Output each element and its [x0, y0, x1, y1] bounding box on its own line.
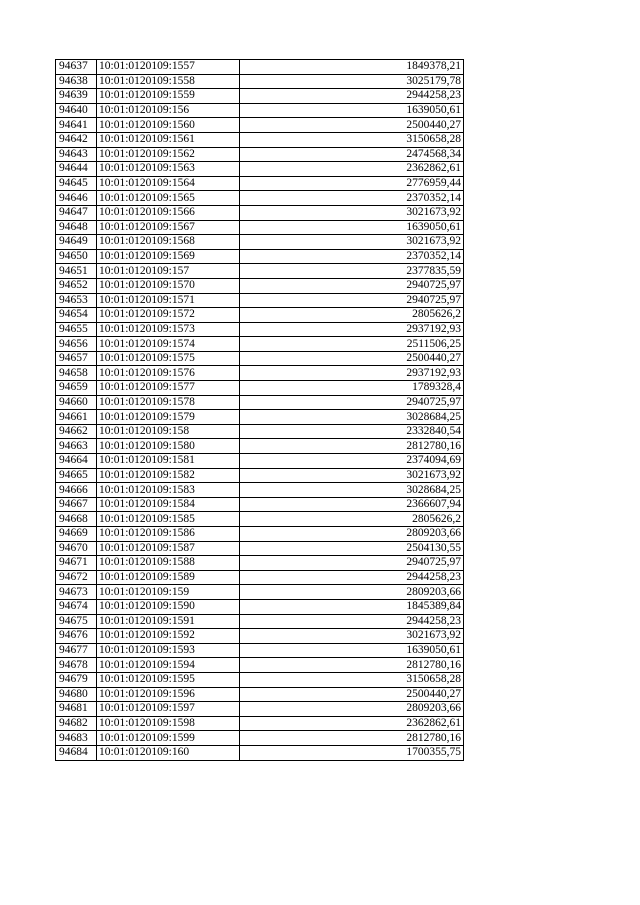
- table-row: [56, 614, 464, 629]
- amount-cell: 2805626,2: [240, 308, 464, 323]
- table-row: [56, 454, 464, 469]
- cadastral-code-cell: 10:01:0120109:1587: [97, 541, 240, 556]
- row-id-cell: 94680: [56, 687, 97, 702]
- amount-cell: 2944258,23: [240, 614, 464, 629]
- amount-cell: 2940725,97: [240, 293, 464, 308]
- table-row: [56, 191, 464, 206]
- cadastral-code-cell: 10:01:0120109:1581: [97, 454, 240, 469]
- amount-cell: 2374094,69: [240, 454, 464, 469]
- row-id-cell: 94673: [56, 585, 97, 600]
- cadastral-code-cell: 10:01:0120109:157: [97, 264, 240, 279]
- row-id-cell: 94676: [56, 629, 97, 644]
- cadastral-code-cell: 10:01:0120109:1559: [97, 89, 240, 104]
- cadastral-code-cell: 10:01:0120109:1580: [97, 439, 240, 454]
- table-row: [56, 74, 464, 89]
- cadastral-code-cell: 10:01:0120109:1571: [97, 293, 240, 308]
- cadastral-code-cell: 10:01:0120109:160: [97, 745, 240, 760]
- cadastral-code-cell: 10:01:0120109:1561: [97, 132, 240, 147]
- table-row: [56, 337, 464, 352]
- amount-cell: 2511506,25: [240, 337, 464, 352]
- amount-cell: 2366607,94: [240, 497, 464, 512]
- row-id-cell: 94667: [56, 497, 97, 512]
- row-id-cell: 94644: [56, 162, 97, 177]
- row-id-cell: 94648: [56, 220, 97, 235]
- table-row: [56, 731, 464, 746]
- row-id-cell: 94682: [56, 716, 97, 731]
- row-id-cell: 94649: [56, 235, 97, 250]
- row-id-cell: 94655: [56, 322, 97, 337]
- row-id-cell: 94677: [56, 643, 97, 658]
- table-row: [56, 745, 464, 760]
- row-id-cell: 94637: [56, 60, 97, 75]
- amount-cell: 2940725,97: [240, 556, 464, 571]
- amount-cell: 2809203,66: [240, 585, 464, 600]
- table-row: [56, 527, 464, 542]
- table-row: [56, 439, 464, 454]
- row-id-cell: 94645: [56, 176, 97, 191]
- row-id-cell: 94674: [56, 599, 97, 614]
- table-row: [56, 278, 464, 293]
- cadastral-code-cell: 10:01:0120109:1590: [97, 599, 240, 614]
- cadastral-code-cell: 10:01:0120109:1594: [97, 658, 240, 673]
- amount-cell: 2944258,23: [240, 89, 464, 104]
- cadastral-code-cell: 10:01:0120109:1585: [97, 512, 240, 527]
- table-row: [56, 176, 464, 191]
- cadastral-code-cell: 10:01:0120109:1562: [97, 147, 240, 162]
- table-row: [56, 264, 464, 279]
- cadastral-code-cell: 10:01:0120109:1564: [97, 176, 240, 191]
- table-body: [56, 60, 464, 761]
- table-row: [56, 322, 464, 337]
- amount-cell: 2776959,44: [240, 176, 464, 191]
- amount-cell: 2377835,59: [240, 264, 464, 279]
- row-id-cell: 94661: [56, 410, 97, 425]
- amount-cell: 2362862,61: [240, 716, 464, 731]
- cadastral-code-cell: 10:01:0120109:1584: [97, 497, 240, 512]
- table-row: [56, 570, 464, 585]
- row-id-cell: 94663: [56, 439, 97, 454]
- row-id-cell: 94653: [56, 293, 97, 308]
- amount-cell: 3028684,25: [240, 410, 464, 425]
- cadastral-code-cell: 10:01:0120109:1560: [97, 118, 240, 133]
- amount-cell: 2940725,97: [240, 395, 464, 410]
- amount-cell: 3021673,92: [240, 205, 464, 220]
- table-row: [56, 483, 464, 498]
- table-row: [56, 512, 464, 527]
- row-id-cell: 94665: [56, 468, 97, 483]
- table-row: [56, 89, 464, 104]
- cadastral-code-cell: 10:01:0120109:1599: [97, 731, 240, 746]
- amount-cell: 3021673,92: [240, 235, 464, 250]
- cadastral-code-cell: 10:01:0120109:1578: [97, 395, 240, 410]
- row-id-cell: 94650: [56, 249, 97, 264]
- table-row: [56, 658, 464, 673]
- row-id-cell: 94668: [56, 512, 97, 527]
- table-row: [56, 643, 464, 658]
- cadastral-code-cell: 10:01:0120109:1567: [97, 220, 240, 235]
- row-id-cell: 94681: [56, 702, 97, 717]
- table-row: [56, 293, 464, 308]
- cadastral-code-cell: 10:01:0120109:1596: [97, 687, 240, 702]
- cadastral-code-cell: 10:01:0120109:1588: [97, 556, 240, 571]
- table-row: [56, 599, 464, 614]
- table-row: [56, 308, 464, 323]
- cadastral-code-cell: 10:01:0120109:1575: [97, 351, 240, 366]
- amount-cell: 3021673,92: [240, 629, 464, 644]
- row-id-cell: 94669: [56, 527, 97, 542]
- amount-cell: 2500440,27: [240, 351, 464, 366]
- row-id-cell: 94659: [56, 381, 97, 396]
- table-row: [56, 147, 464, 162]
- table-row: [56, 672, 464, 687]
- table-row: [56, 132, 464, 147]
- amount-cell: 2809203,66: [240, 702, 464, 717]
- amount-cell: 3150658,28: [240, 132, 464, 147]
- row-id-cell: 94646: [56, 191, 97, 206]
- row-id-cell: 94670: [56, 541, 97, 556]
- cadastral-code-cell: 10:01:0120109:1568: [97, 235, 240, 250]
- table-row: [56, 205, 464, 220]
- row-id-cell: 94675: [56, 614, 97, 629]
- cadastral-code-cell: 10:01:0120109:158: [97, 424, 240, 439]
- table-row: [56, 235, 464, 250]
- row-id-cell: 94671: [56, 556, 97, 571]
- cadastral-code-cell: 10:01:0120109:1592: [97, 629, 240, 644]
- table-row: [56, 585, 464, 600]
- amount-cell: 1639050,61: [240, 643, 464, 658]
- table-row: [56, 556, 464, 571]
- amount-cell: 2944258,23: [240, 570, 464, 585]
- amount-cell: 1639050,61: [240, 103, 464, 118]
- amount-cell: 3150658,28: [240, 672, 464, 687]
- table-row: [56, 351, 464, 366]
- amount-cell: 2812780,16: [240, 658, 464, 673]
- row-id-cell: 94652: [56, 278, 97, 293]
- cadastral-code-cell: 10:01:0120109:1595: [97, 672, 240, 687]
- cadastral-code-cell: 10:01:0120109:1563: [97, 162, 240, 177]
- row-id-cell: 94657: [56, 351, 97, 366]
- table-row: [56, 60, 464, 75]
- table-row: [56, 118, 464, 133]
- row-id-cell: 94656: [56, 337, 97, 352]
- amount-cell: 2937192,93: [240, 366, 464, 381]
- table-row: [56, 468, 464, 483]
- amount-cell: 2805626,2: [240, 512, 464, 527]
- cadastral-code-cell: 10:01:0120109:1589: [97, 570, 240, 585]
- table-row: [56, 366, 464, 381]
- table-row: [56, 629, 464, 644]
- amount-cell: 2370352,14: [240, 191, 464, 206]
- amount-cell: 2332840,54: [240, 424, 464, 439]
- cadastral-code-cell: 10:01:0120109:1566: [97, 205, 240, 220]
- amount-cell: 2500440,27: [240, 118, 464, 133]
- amount-cell: 2812780,16: [240, 439, 464, 454]
- amount-cell: 2474568,34: [240, 147, 464, 162]
- cadastral-code-cell: 10:01:0120109:156: [97, 103, 240, 118]
- amount-cell: 2809203,66: [240, 527, 464, 542]
- amount-cell: 1845389,84: [240, 599, 464, 614]
- row-id-cell: 94684: [56, 745, 97, 760]
- table-row: [56, 497, 464, 512]
- row-id-cell: 94678: [56, 658, 97, 673]
- amount-cell: 2362862,61: [240, 162, 464, 177]
- amount-cell: 2504130,55: [240, 541, 464, 556]
- table-row: [56, 410, 464, 425]
- amount-cell: 3025179,78: [240, 74, 464, 89]
- cadastral-code-cell: 10:01:0120109:1569: [97, 249, 240, 264]
- cadastral-code-cell: 10:01:0120109:1586: [97, 527, 240, 542]
- cadastral-code-cell: 10:01:0120109:1593: [97, 643, 240, 658]
- table-row: [56, 716, 464, 731]
- table-row: [56, 162, 464, 177]
- row-id-cell: 94647: [56, 205, 97, 220]
- row-id-cell: 94640: [56, 103, 97, 118]
- row-id-cell: 94679: [56, 672, 97, 687]
- table-row: [56, 424, 464, 439]
- amount-cell: 2937192,93: [240, 322, 464, 337]
- row-id-cell: 94642: [56, 132, 97, 147]
- cadastral-code-cell: 10:01:0120109:1574: [97, 337, 240, 352]
- amount-cell: 2500440,27: [240, 687, 464, 702]
- table-row: [56, 249, 464, 264]
- amount-cell: 3021673,92: [240, 468, 464, 483]
- cadastral-code-cell: 10:01:0120109:159: [97, 585, 240, 600]
- table-row: [56, 381, 464, 396]
- row-id-cell: 94683: [56, 731, 97, 746]
- row-id-cell: 94672: [56, 570, 97, 585]
- row-id-cell: 94641: [56, 118, 97, 133]
- cadastral-code-cell: 10:01:0120109:1583: [97, 483, 240, 498]
- row-id-cell: 94643: [56, 147, 97, 162]
- cadastral-code-cell: 10:01:0120109:1577: [97, 381, 240, 396]
- table-row: [56, 541, 464, 556]
- row-id-cell: 94651: [56, 264, 97, 279]
- data-table: [55, 59, 464, 761]
- cadastral-code-cell: 10:01:0120109:1579: [97, 410, 240, 425]
- table-row: [56, 103, 464, 118]
- row-id-cell: 94664: [56, 454, 97, 469]
- cadastral-code-cell: 10:01:0120109:1572: [97, 308, 240, 323]
- row-id-cell: 94639: [56, 89, 97, 104]
- row-id-cell: 94662: [56, 424, 97, 439]
- cadastral-code-cell: 10:01:0120109:1591: [97, 614, 240, 629]
- cadastral-code-cell: 10:01:0120109:1597: [97, 702, 240, 717]
- table-row: [56, 220, 464, 235]
- amount-cell: 1700355,75: [240, 745, 464, 760]
- table-row: [56, 395, 464, 410]
- row-id-cell: 94654: [56, 308, 97, 323]
- amount-cell: 2370352,14: [240, 249, 464, 264]
- cadastral-code-cell: 10:01:0120109:1565: [97, 191, 240, 206]
- cadastral-code-cell: 10:01:0120109:1582: [97, 468, 240, 483]
- amount-cell: 1789328,4: [240, 381, 464, 396]
- amount-cell: 2940725,97: [240, 278, 464, 293]
- amount-cell: 1849378,21: [240, 60, 464, 75]
- table-row: [56, 702, 464, 717]
- cadastral-code-cell: 10:01:0120109:1576: [97, 366, 240, 381]
- cadastral-code-cell: 10:01:0120109:1573: [97, 322, 240, 337]
- cadastral-code-cell: 10:01:0120109:1570: [97, 278, 240, 293]
- row-id-cell: 94658: [56, 366, 97, 381]
- row-id-cell: 94638: [56, 74, 97, 89]
- amount-cell: 1639050,61: [240, 220, 464, 235]
- row-id-cell: 94660: [56, 395, 97, 410]
- amount-cell: 3028684,25: [240, 483, 464, 498]
- cadastral-code-cell: 10:01:0120109:1558: [97, 74, 240, 89]
- table-row: [56, 687, 464, 702]
- cadastral-code-cell: 10:01:0120109:1557: [97, 60, 240, 75]
- cadastral-code-cell: 10:01:0120109:1598: [97, 716, 240, 731]
- row-id-cell: 94666: [56, 483, 97, 498]
- amount-cell: 2812780,16: [240, 731, 464, 746]
